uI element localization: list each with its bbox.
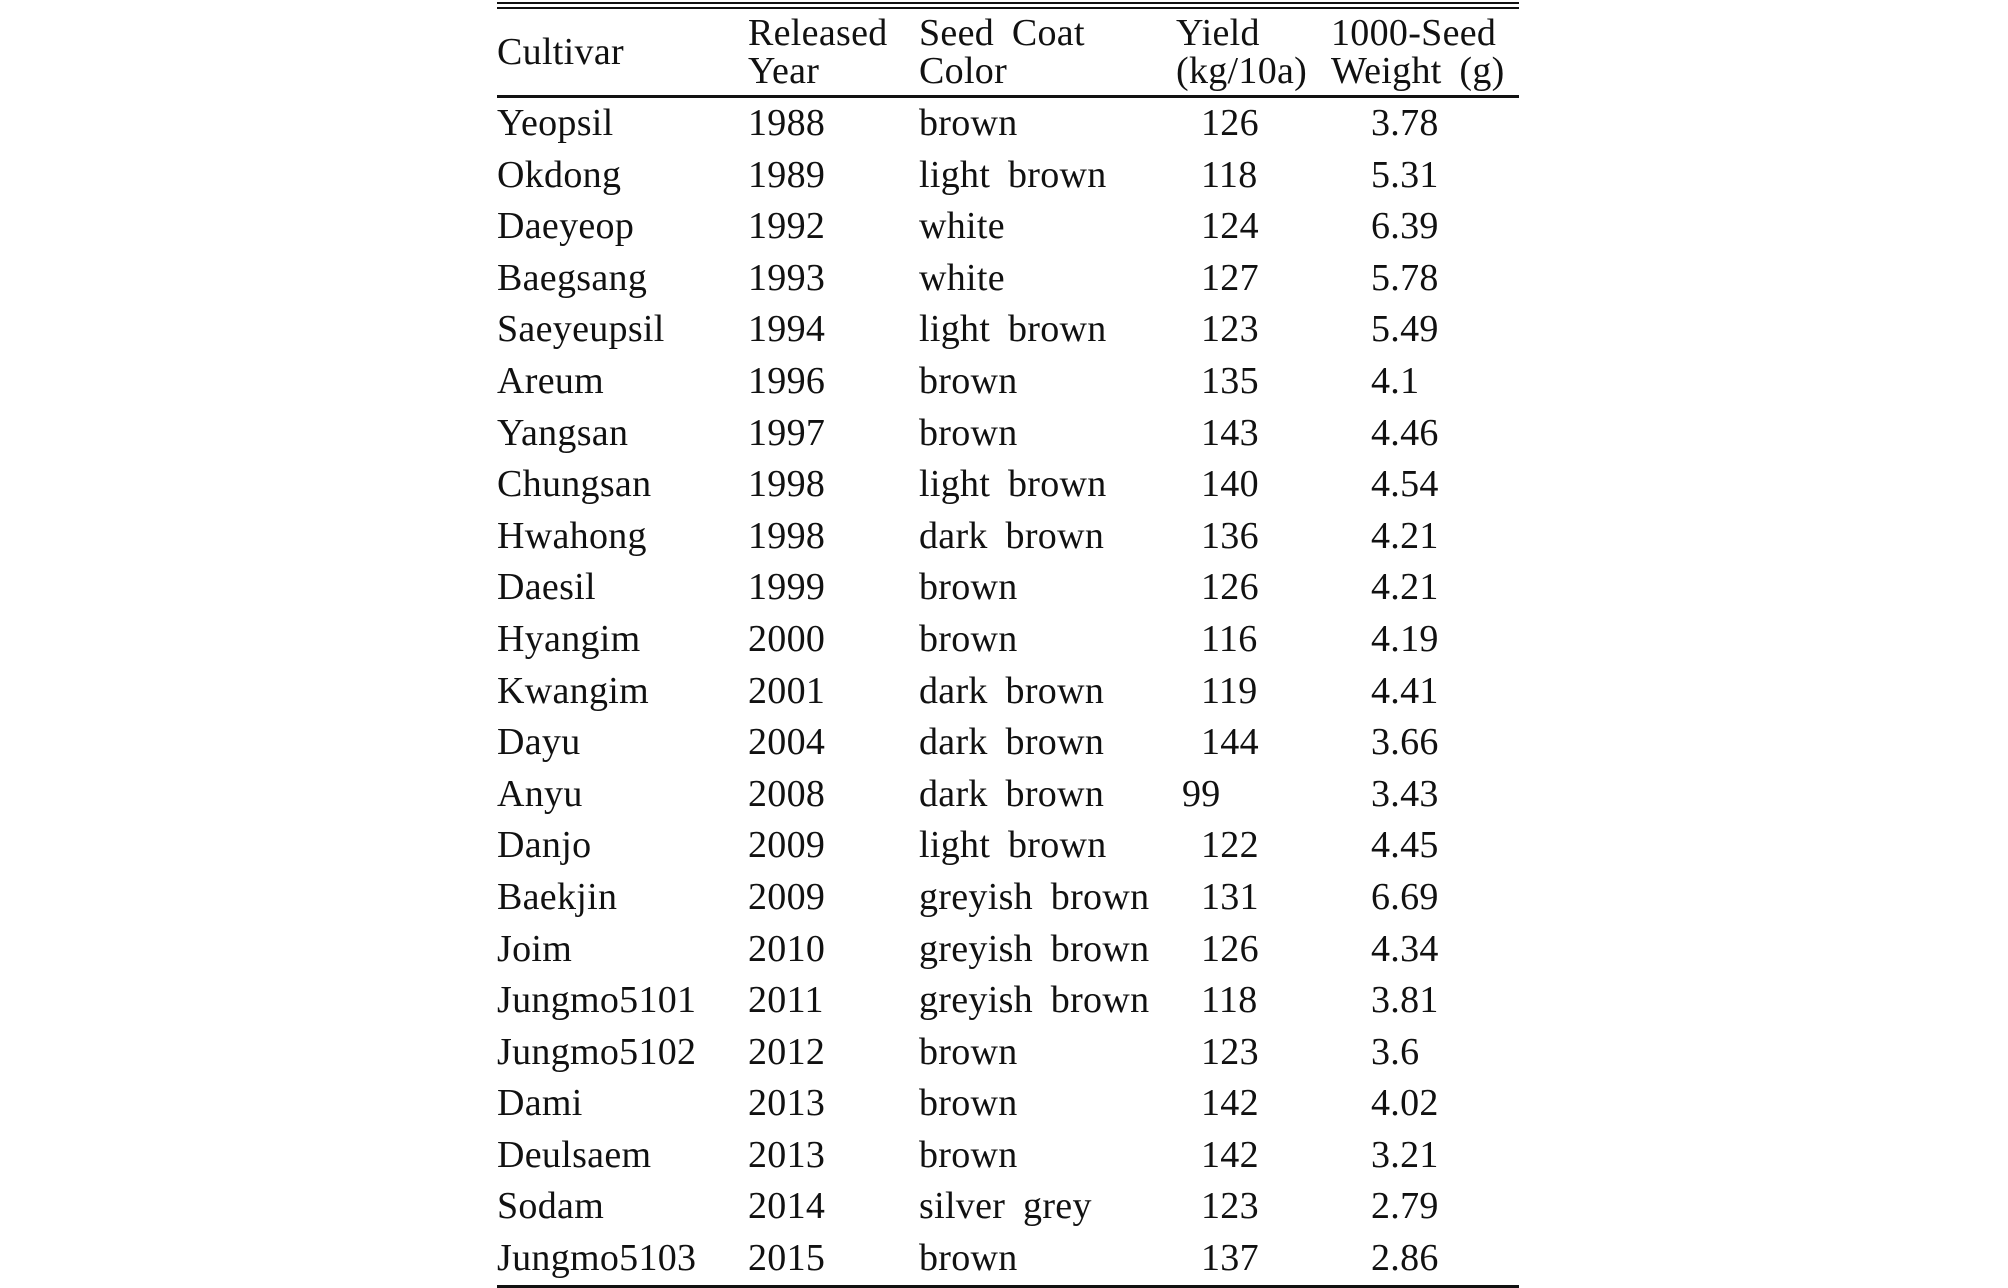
cell-yield: 143	[1201, 411, 1259, 454]
cell-seed-weight: 6.39	[1371, 205, 1439, 248]
cell-released-year: 1998	[748, 514, 826, 557]
cell-seed-weight: 4.41	[1371, 669, 1439, 712]
table-row	[497, 769, 1519, 821]
cell-seed-weight: 3.6	[1371, 1030, 1420, 1073]
cell-released-year: 2009	[748, 875, 826, 918]
header-cultivar: Cultivar	[497, 31, 624, 73]
table-row	[497, 975, 1519, 1027]
cell-seed-weight: 4.1	[1371, 359, 1420, 402]
cell-cultivar: Baegsang	[497, 256, 648, 299]
cell-cultivar: Hwahong	[497, 514, 647, 557]
header-yield	[1176, 9, 1331, 95]
cell-seed-weight: 5.78	[1371, 256, 1439, 299]
cell-seed-weight: 4.34	[1371, 927, 1439, 970]
cell-yield: 137	[1201, 1237, 1259, 1280]
cell-cultivar: Yangsan	[497, 411, 629, 454]
cell-seed-coat-color: greyish brown	[919, 979, 1150, 1022]
cell-seed-coat-color: brown	[919, 566, 1018, 609]
table-row	[497, 408, 1519, 460]
cell-seed-coat-color: brown	[919, 1082, 1018, 1125]
cell-released-year: 2014	[748, 1185, 826, 1228]
table-row	[497, 872, 1519, 924]
cell-seed-weight: 5.49	[1371, 308, 1439, 351]
cell-cultivar: Deulsaem	[497, 1133, 652, 1176]
table-row	[497, 820, 1519, 872]
cell-seed-coat-color: white	[919, 256, 1005, 299]
table-row	[497, 614, 1519, 666]
header-seed-weight	[1331, 9, 1519, 95]
cell-released-year: 2010	[748, 927, 826, 970]
cell-seed-weight: 2.79	[1371, 1185, 1439, 1228]
cell-seed-weight: 3.66	[1371, 721, 1439, 764]
cell-seed-coat-color: light brown	[919, 463, 1107, 506]
cell-cultivar: Jungmo5103	[497, 1237, 697, 1280]
cell-yield: 116	[1201, 617, 1258, 660]
cell-released-year: 1992	[748, 205, 826, 248]
cell-yield: 142	[1201, 1082, 1259, 1125]
header-seed-coat-color	[919, 9, 1176, 95]
cell-released-year: 2013	[748, 1133, 826, 1176]
cell-yield: 126	[1201, 566, 1259, 609]
cell-released-year: 1999	[748, 566, 826, 609]
cell-released-year: 2008	[748, 772, 826, 815]
cell-yield: 122	[1201, 824, 1259, 867]
cell-seed-weight: 3.43	[1371, 772, 1439, 815]
table-row	[497, 1181, 1519, 1233]
cell-yield: 126	[1201, 102, 1259, 144]
cell-seed-weight: 3.81	[1371, 979, 1439, 1022]
header-coat-line2: Color	[919, 50, 1008, 92]
cell-cultivar: Anyu	[497, 772, 583, 815]
cell-yield: 127	[1201, 256, 1259, 299]
table-row	[497, 304, 1519, 356]
cell-seed-weight: 4.21	[1371, 514, 1439, 557]
cell-seed-coat-color: greyish brown	[919, 927, 1150, 970]
header-coat-line1: Seed Coat	[919, 12, 1085, 54]
table-header	[497, 9, 1519, 95]
cell-seed-weight: 4.21	[1371, 566, 1439, 609]
cell-seed-coat-color: greyish brown	[919, 875, 1150, 918]
top-double-rule	[497, 2, 1519, 9]
cell-cultivar: Okdong	[497, 153, 622, 196]
cell-seed-weight: 2.86	[1371, 1237, 1439, 1280]
cell-yield: 131	[1201, 875, 1259, 918]
table-row	[497, 1233, 1519, 1285]
cell-cultivar: Daesil	[497, 566, 596, 609]
table-row	[497, 1130, 1519, 1182]
table-row	[497, 98, 1519, 150]
cell-cultivar: Danjo	[497, 824, 592, 867]
cell-cultivar: Dami	[497, 1082, 583, 1125]
cell-cultivar: Dayu	[497, 721, 581, 764]
cell-seed-coat-color: dark brown	[919, 669, 1105, 712]
header-row	[497, 9, 1519, 95]
cell-released-year: 2012	[748, 1030, 826, 1073]
cell-seed-coat-color: dark brown	[919, 514, 1105, 557]
table-row	[497, 150, 1519, 202]
cell-released-year: 2000	[748, 617, 826, 660]
cell-yield: 118	[1201, 979, 1258, 1022]
cell-released-year: 1997	[748, 411, 826, 454]
cell-yield: 124	[1201, 205, 1259, 248]
table-row	[497, 717, 1519, 769]
header-released-year	[748, 9, 919, 95]
cell-yield: 140	[1201, 463, 1259, 506]
header-yield-line1: Yield	[1176, 12, 1260, 54]
cell-yield: 123	[1201, 308, 1259, 351]
cell-released-year: 1994	[748, 308, 826, 351]
table-row	[497, 253, 1519, 305]
cell-seed-coat-color: light brown	[919, 308, 1107, 351]
bottom-rule	[497, 1285, 1519, 1288]
cell-cultivar: Hyangim	[497, 617, 641, 660]
cell-cultivar: Chungsan	[497, 463, 652, 506]
header-weight-line2: Weight (g)	[1331, 50, 1505, 92]
cell-seed-weight: 4.02	[1371, 1082, 1439, 1125]
table-row	[497, 356, 1519, 408]
cell-seed-coat-color: silver grey	[919, 1185, 1092, 1228]
cell-yield: 136	[1201, 514, 1259, 557]
cell-released-year: 2013	[748, 1082, 826, 1125]
cell-released-year: 2001	[748, 669, 826, 712]
cell-seed-weight: 4.54	[1371, 463, 1439, 506]
cell-yield: 144	[1201, 721, 1259, 764]
table-row	[497, 201, 1519, 253]
cell-yield: 118	[1201, 153, 1258, 196]
table-row	[497, 924, 1519, 976]
cell-cultivar: Daeyeop	[497, 205, 635, 248]
cell-cultivar: Sodam	[497, 1185, 605, 1228]
cell-seed-coat-color: brown	[919, 1030, 1018, 1073]
cell-yield: 119	[1201, 669, 1258, 712]
cell-cultivar: Jungmo5102	[497, 1030, 697, 1073]
table-row	[497, 511, 1519, 563]
cell-seed-coat-color: brown	[919, 1237, 1018, 1280]
header-yield-line2: (kg/10a)	[1176, 50, 1308, 92]
cell-seed-coat-color: brown	[919, 411, 1018, 454]
cell-yield: 99	[1182, 772, 1221, 815]
cell-yield: 123	[1201, 1030, 1259, 1073]
cell-seed-weight: 4.45	[1371, 824, 1439, 867]
cell-cultivar: Baekjin	[497, 875, 618, 918]
table-body	[497, 98, 1519, 1285]
cell-seed-weight: 4.19	[1371, 617, 1439, 660]
cultivar-table-container	[497, 0, 1519, 1288]
cell-seed-coat-color: dark brown	[919, 772, 1105, 815]
cell-released-year: 1988	[748, 102, 826, 144]
table-row	[497, 562, 1519, 614]
table-row	[497, 1078, 1519, 1130]
cultivar-table	[497, 9, 1519, 95]
cell-cultivar: Yeopsil	[497, 102, 614, 144]
cell-seed-weight: 4.46	[1371, 411, 1439, 454]
cell-released-year: 2004	[748, 721, 826, 764]
cell-cultivar: Jungmo5101	[497, 979, 697, 1022]
cell-seed-coat-color: brown	[919, 617, 1018, 660]
cell-cultivar: Kwangim	[497, 669, 649, 712]
cell-seed-weight: 6.69	[1371, 875, 1439, 918]
header-weight-line1: 1000-Seed	[1331, 12, 1497, 54]
table-row	[497, 459, 1519, 511]
header-released-line1: Released	[748, 12, 888, 54]
cell-cultivar: Saeyeupsil	[497, 308, 665, 351]
cell-released-year: 2011	[748, 979, 824, 1022]
cell-seed-coat-color: white	[919, 205, 1005, 248]
cell-yield: 142	[1201, 1133, 1259, 1176]
table-row	[497, 1027, 1519, 1079]
cell-seed-coat-color: light brown	[919, 153, 1107, 196]
header-released-line2: Year	[748, 50, 820, 92]
cell-seed-coat-color: brown	[919, 102, 1018, 144]
cell-seed-coat-color: light brown	[919, 824, 1107, 867]
cell-yield: 135	[1201, 359, 1259, 402]
cell-seed-coat-color: brown	[919, 1133, 1018, 1176]
cell-cultivar: Areum	[497, 359, 605, 402]
cell-released-year: 2015	[748, 1237, 826, 1280]
cell-released-year: 1989	[748, 153, 826, 196]
cell-cultivar: Joim	[497, 927, 573, 970]
table-row	[497, 666, 1519, 718]
cell-yield: 123	[1201, 1185, 1259, 1228]
cell-seed-weight: 3.21	[1371, 1133, 1439, 1176]
cell-released-year: 1993	[748, 256, 826, 299]
cell-seed-weight: 3.78	[1371, 102, 1439, 144]
cell-released-year: 1998	[748, 463, 826, 506]
cultivar-table-body	[497, 98, 1519, 1285]
cell-yield: 126	[1201, 927, 1259, 970]
cell-released-year: 2009	[748, 824, 826, 867]
cell-seed-weight: 5.31	[1371, 153, 1439, 196]
cell-seed-coat-color: brown	[919, 359, 1018, 402]
cell-released-year: 1996	[748, 359, 826, 402]
cell-seed-coat-color: dark brown	[919, 721, 1105, 764]
